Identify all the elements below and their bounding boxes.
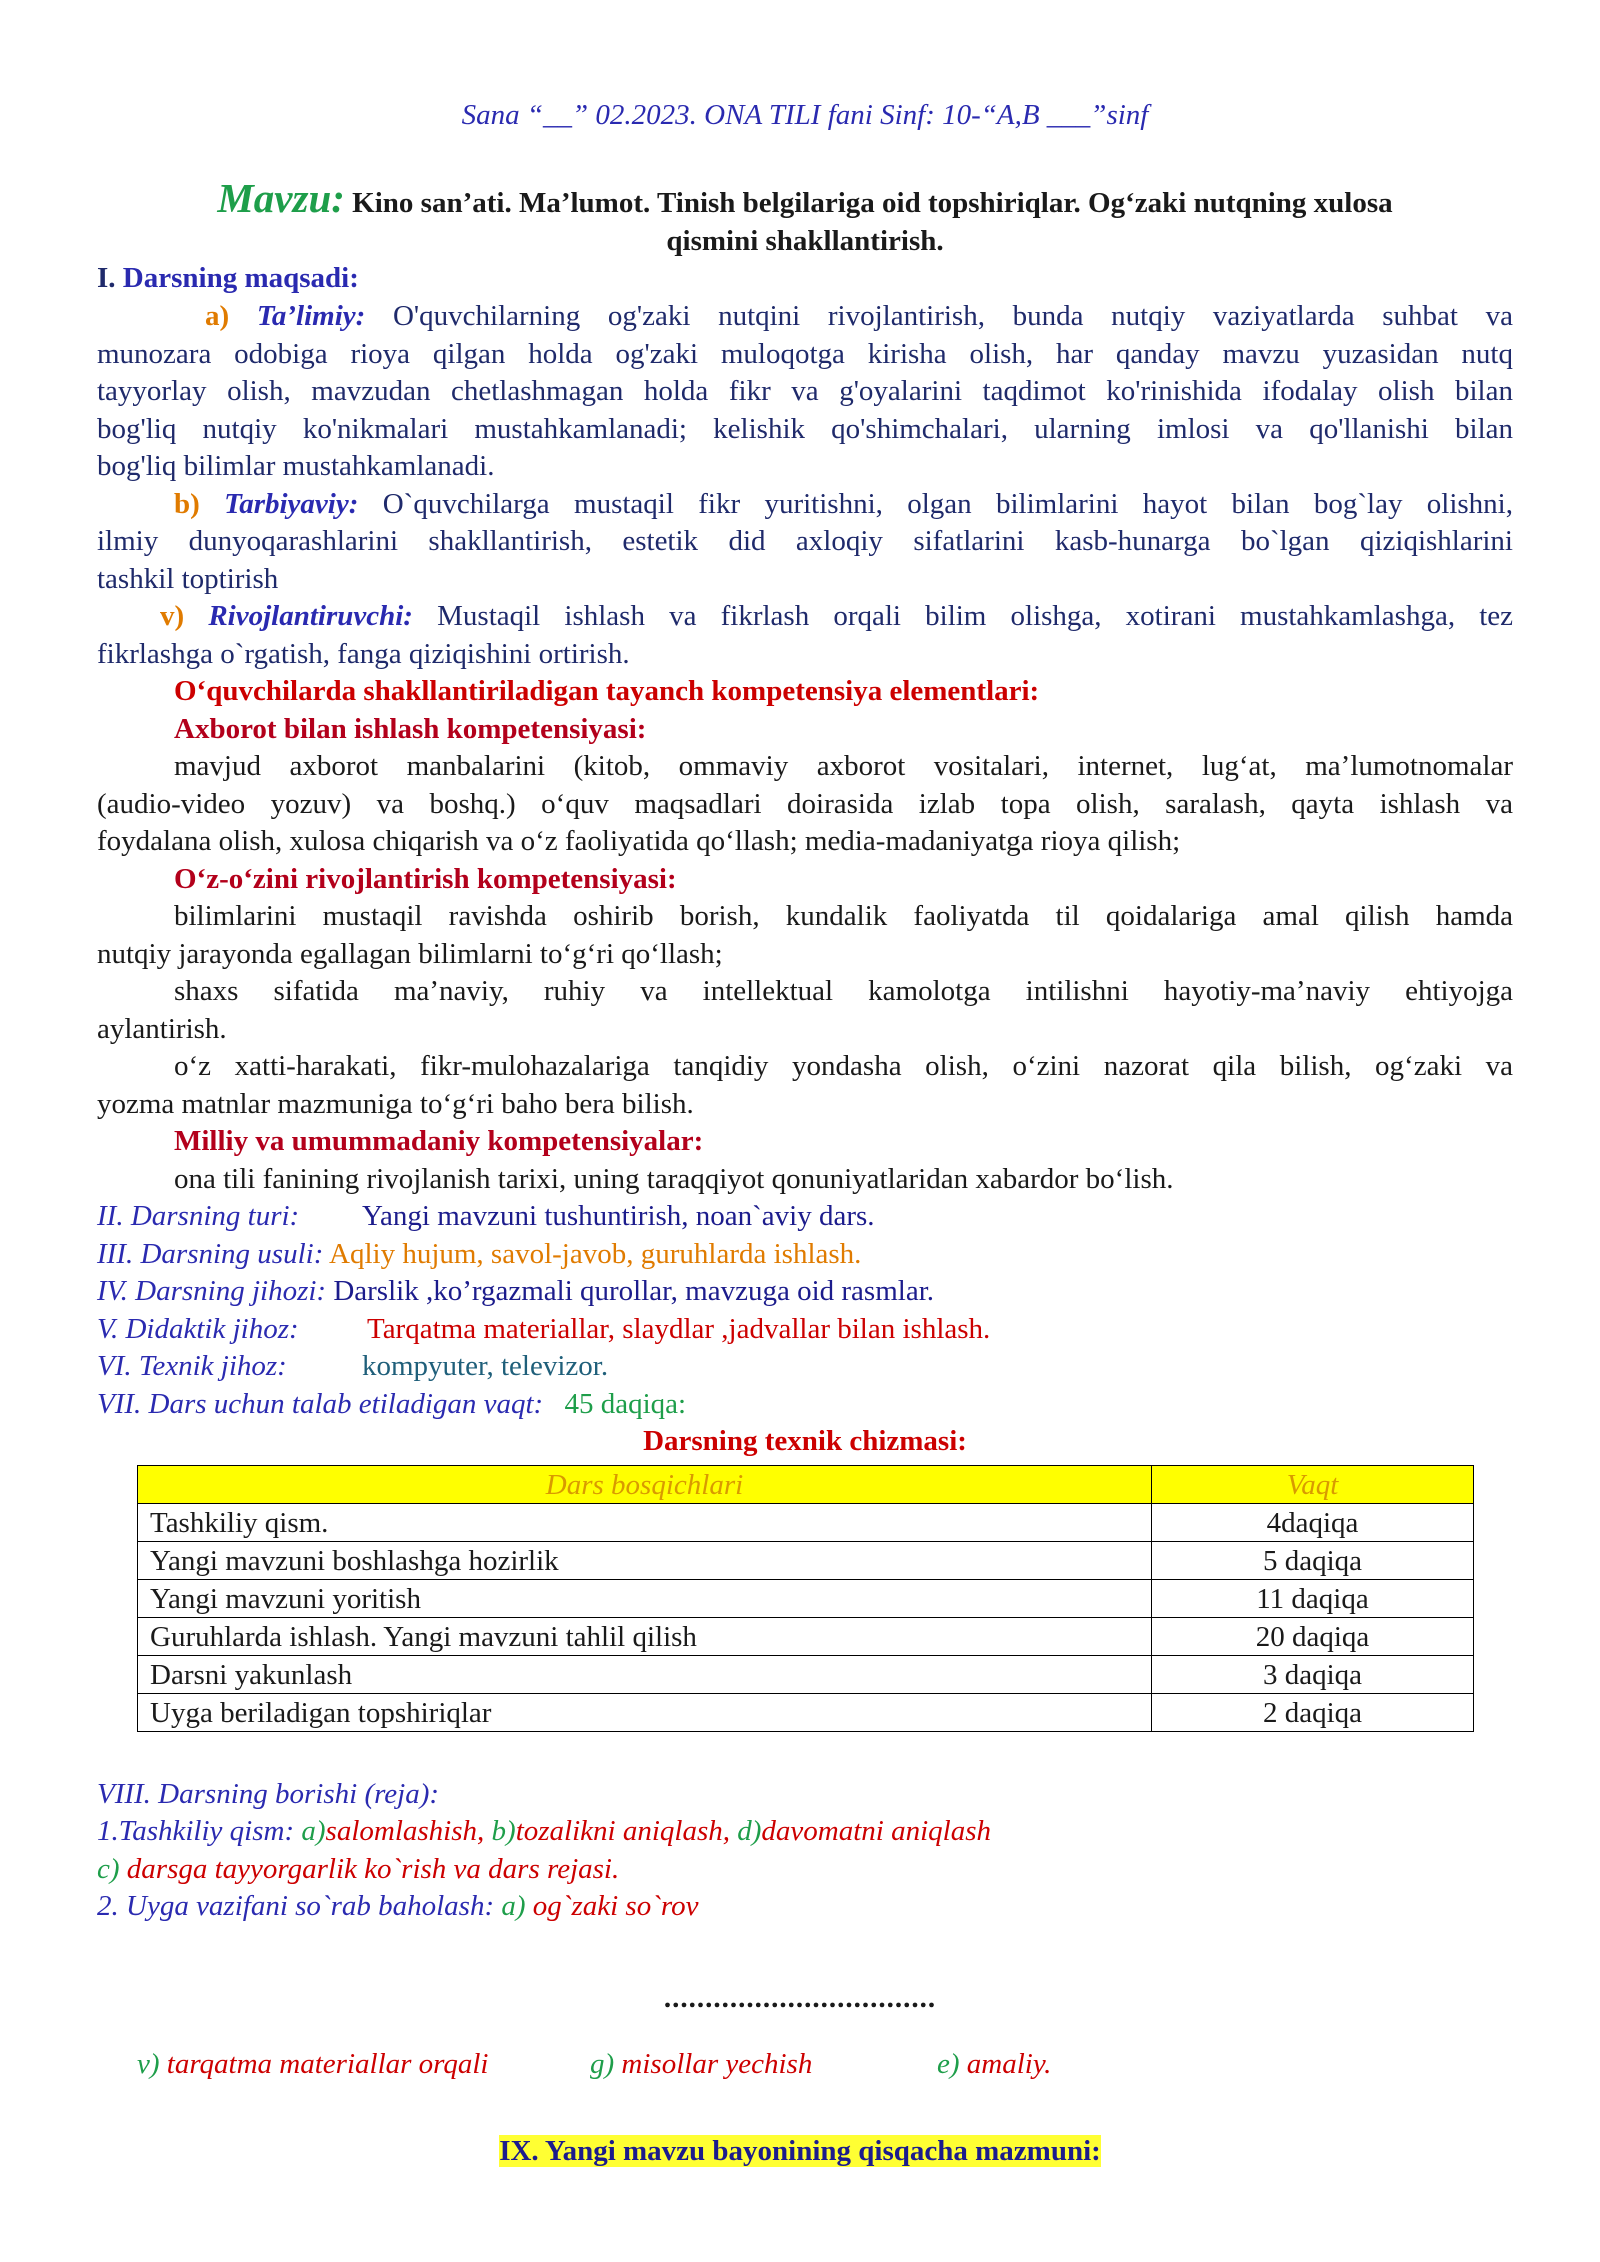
didactic-row	[97, 1311, 1513, 1349]
plan-step-1-b-letter: b)	[491, 1815, 516, 1847]
topic-line-2: qismini shakllantirish.	[666, 225, 944, 257]
plan-option-g-letter: g)	[590, 2048, 615, 2080]
goal-v-line-1	[160, 598, 1513, 636]
self-competency-line-6: yozma matnlar mazmuniga to‘g‘ri baho bera bilish.	[97, 1088, 694, 1120]
lesson-method-label: III. Darsning usuli:	[97, 1238, 324, 1270]
goal-a-line-1	[205, 298, 1513, 336]
goal-b-line-3: tashkil toptirish	[97, 563, 279, 595]
plan-step-1-d-letter: d)	[737, 1815, 762, 1847]
time-value: 45 daqiqa:	[564, 1388, 687, 1420]
stage-cell: Darsni yakunlash	[138, 1656, 1152, 1694]
tech-chart-title: Darsning texnik chizmasi:	[643, 1425, 967, 1457]
lesson-equipment-value: Darslik ,ko’rgazmali qurollar, mavzuga oid rasmlar.	[333, 1275, 935, 1307]
technical-value: kompyuter, televizor.	[362, 1350, 609, 1382]
plan-step-1-label: 1.Tashkiliy qism:	[97, 1815, 295, 1847]
lesson-equipment-label: IV. Darsning jihozi:	[97, 1275, 327, 1307]
plan-step-2-a-letter: a)	[501, 1890, 526, 1922]
plan-step-1-c	[97, 1851, 1513, 1889]
table-row	[138, 1504, 1474, 1542]
plan-step-2-a-text: og`zaki so`rov	[532, 1890, 699, 1922]
plan-option-v-text: tarqatma materiallar orqali	[166, 2048, 489, 2080]
lesson-type-label: II. Darsning turi:	[97, 1200, 300, 1232]
stage-cell: Yangi mavzuni yoritish	[138, 1580, 1152, 1618]
goal-b-line-1	[174, 486, 1513, 524]
dotted-separator: .................................	[663, 1982, 937, 2014]
table-row	[138, 1694, 1474, 1732]
table-row	[138, 1656, 1474, 1694]
time-cell: 11 daqiqa	[1152, 1580, 1474, 1618]
tech-chart-table	[137, 1465, 1474, 1732]
goal-a-line-5: bog'liq bilimlar mustahkamlanadi.	[97, 450, 495, 482]
table-row	[138, 1542, 1474, 1580]
info-competency-line-1: mavjud axborot manbalarini (kitob, ommaviy axborot vositalari, internet, lug‘at, ma’lumotnomalar	[174, 750, 1513, 782]
lesson-type-row	[97, 1198, 1513, 1236]
plan-step-1-c-text: darsga tayyorgarlik ko`rish va dars rejasi.	[126, 1853, 620, 1885]
time-label: VII. Dars uchun talab etiladigan vaqt:	[97, 1388, 544, 1420]
time-cell: 3 daqiqa	[1152, 1656, 1474, 1694]
table-header-time: Vaqt	[1152, 1466, 1474, 1504]
goal-b-text: O`quvchilarga mustaqil fikr yuritishni, olgan bilimlarini hayot bilan bog`lay olishni,	[382, 488, 1513, 520]
goal-v-line-2: fikrlashga o`rgatish, fanga qiziqishini ortirish.	[97, 638, 630, 670]
goal-b-label: Tarbiyaviy:	[224, 488, 359, 520]
plan-step-1	[97, 1813, 1513, 1851]
plan-step-1-b-text: tozalikni aniqlash,	[515, 1815, 730, 1847]
time-cell: 5 daqiqa	[1152, 1542, 1474, 1580]
table-header-row	[138, 1466, 1474, 1504]
self-competency-line-4: aylantirish.	[97, 1013, 227, 1045]
goal-a-text: O'quvchilarning og'zaki nutqini rivojlantirish, bunda nutqiy vaziyatlarda suhbat va	[392, 300, 1514, 332]
plan-option-e-letter: e)	[937, 2048, 960, 2080]
table-row	[138, 1580, 1474, 1618]
goal-b-line-2: ilmiy dunyoqarashlarini shakllantirish, estetik did axloqiy sifatlarini kasb-hunarga bo`lgan qiziqishlarini	[97, 525, 1513, 557]
stage-cell: Uyga beriladigan topshiriqlar	[138, 1694, 1152, 1732]
technical-row	[97, 1348, 1513, 1386]
time-cell: 20 daqiqa	[1152, 1618, 1474, 1656]
self-competency-line-5: o‘z xatti-harakati, fikr-mulohazalariga tanqidiy yondasha olish, o‘zini nazorat qila bilish, og‘zaki va	[174, 1050, 1513, 1082]
plan-step-1-a-text: salomlashish,	[325, 1815, 485, 1847]
lesson-method-row	[97, 1236, 1513, 1274]
topic-line-1	[97, 175, 1513, 223]
goal-a-label: Ta’limiy:	[256, 300, 366, 332]
goal-b-letter: b)	[174, 488, 200, 520]
self-competency-line-3: shaxs sifatida ma’naviy, ruhiy va intellektual kamolotga intilishni hayotiy-ma’naviy ehtiyojga	[174, 975, 1513, 1007]
time-cell: 2 daqiqa	[1152, 1694, 1474, 1732]
section9-heading	[0, 2133, 1600, 2171]
stage-cell: Guruhlarda ishlash. Yangi mavzuni tahlil qilish	[138, 1618, 1152, 1656]
self-competency-title: O‘z-o‘zini rivojlantirish kompetensiyasi:	[174, 863, 677, 895]
didactic-label: V. Didaktik jihoz:	[97, 1313, 299, 1345]
national-competency-line: ona tili fanining rivojlanish tarixi, uning taraqqiyot qonuniyatlaridan xabardor bo‘lish.	[174, 1163, 1174, 1195]
goal-a-line-4: bog'liq nutqiy ko'nikmalari mustahkamlanadi; kelishik qo'shimchalari, ularning imlosi va qo'llanishi bilan	[97, 413, 1513, 445]
goal-a-line-3: tayyorlay olish, mavzudan chetlashmagan holda fikr va g'oyalarini taqdimot ko'rinishida ifodalay olish bilan	[97, 375, 1513, 407]
plan-option-v	[137, 2046, 489, 2084]
date-class-line: Sana “__” 02.2023. ONA TILI fani Sinf: 10-“A,B ___”sinf	[461, 99, 1149, 131]
plan-step-1-d-text: davomatni aniqlash	[761, 1815, 991, 1847]
topic-label: Mavzu:	[217, 175, 345, 221]
lesson-method-value: Aqliy hujum, savol-javob, guruhlarda ishlash.	[329, 1238, 862, 1270]
table-row	[138, 1618, 1474, 1656]
section9-title: IX. Yangi mavzu bayonining qisqacha mazmuni:	[499, 2135, 1101, 2167]
time-row	[97, 1386, 1513, 1424]
didactic-value: Tarqatma materiallar, slaydlar ,jadvallar bilan ishlash.	[367, 1313, 991, 1345]
plan-step-1-c-letter: c)	[97, 1853, 120, 1885]
self-competency-line-2: nutqiy jarayonda egallagan bilimlarni to‘g‘ri qo‘llash;	[97, 938, 723, 970]
stage-cell: Yangi mavzuni boshlashga hozirlik	[138, 1542, 1152, 1580]
self-competency-line-1: bilimlarini mustaqil ravishda oshirib borish, kundalik faoliyatda til qoidalariga amal qilish hamda	[174, 900, 1513, 932]
lesson-type-value: Yangi mavzuni tushuntirish, noan`aviy dars.	[362, 1200, 875, 1232]
competencies-heading: O‘quvchilarda shakllantiriladigan tayanch kompetensiya elementlari:	[174, 675, 1040, 707]
goal-v-letter: v)	[160, 600, 185, 632]
plan-option-e-text: amaliy.	[966, 2048, 1052, 2080]
plan-step-2-label: 2. Uyga vazifani so`rab baholash:	[97, 1890, 495, 1922]
info-competency-line-2: (audio-video yozuv) va boshq.) o‘quv maqsadlari doirasida izlab topa olish, saralash, qayta ishlash va	[97, 788, 1513, 820]
goal-v-label: Rivojlantiruvchi:	[208, 600, 413, 632]
section1-title: Darsning maqsadi:	[122, 262, 359, 294]
section1-heading	[97, 260, 1513, 298]
info-competency-line-3: foydalana olish, xulosa chiqarish va o‘z faoliyatida qo‘llash; media-madaniyatga rioya qilish;	[97, 825, 1181, 857]
plan-step-2	[97, 1888, 1513, 1926]
national-competency-title: Milliy va umummadaniy kompetensiyalar:	[174, 1125, 704, 1157]
goal-v-text: Mustaqil ishlash va fikrlash orqali bilim olishga, xotirani mustahkamlashga, tez	[437, 600, 1514, 632]
time-cell: 4daqiqa	[1152, 1504, 1474, 1542]
info-competency-title: Axborot bilan ishlash kompetensiyasi:	[174, 713, 647, 745]
stage-cell: Tashkiliy qism.	[138, 1504, 1152, 1542]
plan-option-v-letter: v)	[137, 2048, 160, 2080]
lesson-equipment-row	[97, 1273, 1513, 1311]
plan-option-g-text: misollar yechish	[621, 2048, 813, 2080]
section1-num: I.	[97, 262, 116, 294]
plan-option-g	[590, 2046, 890, 2084]
plan-title: VIII. Darsning borishi (reja):	[97, 1778, 440, 1810]
technical-label: VI. Texnik jihoz:	[97, 1350, 287, 1382]
goal-a-letter: a)	[205, 300, 230, 332]
table-header-stages: Dars bosqichlari	[138, 1466, 1152, 1504]
plan-option-e	[937, 2046, 1237, 2084]
goal-a-line-2: munozara odobiga rioya qilgan holda og'zaki muloqotga kirisha olish, har qanday mavzu yuzasidan nutq	[97, 338, 1513, 370]
plan-step-1-a-letter: a)	[301, 1815, 326, 1847]
topic-text-1: Kino san’ati. Ma’lumot. Tinish belgilariga oid topshiriqlar. Og‘zaki nutqning xulosa	[352, 187, 1393, 219]
